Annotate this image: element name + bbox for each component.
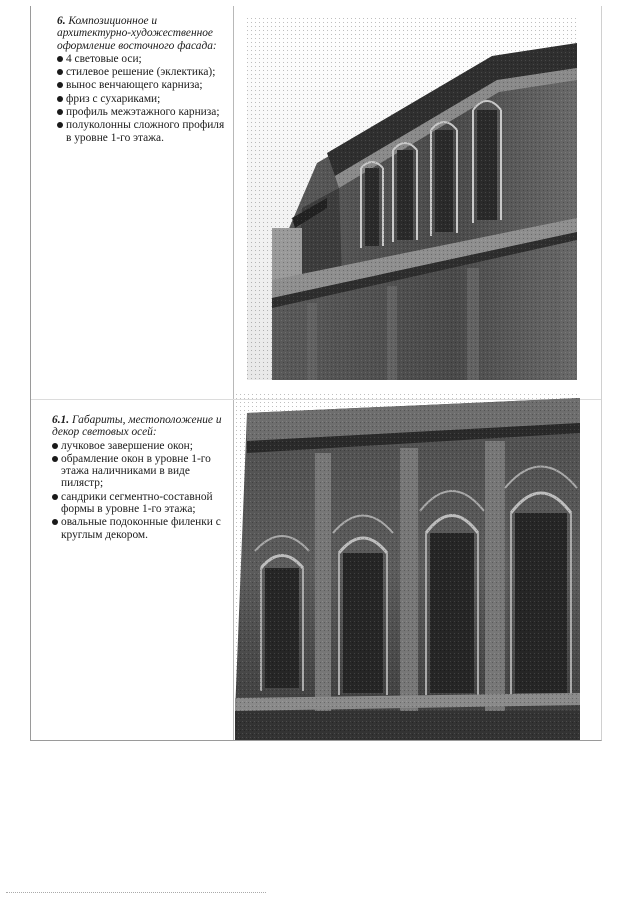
column-divider <box>233 6 234 740</box>
list-item <box>57 79 231 91</box>
list-item <box>52 440 232 452</box>
bullet-list <box>52 440 232 541</box>
bullet-icon <box>57 109 63 115</box>
list-item-text: лучковое завершение окон; <box>61 439 193 452</box>
section-title <box>57 15 231 52</box>
bullet-icon <box>52 443 58 449</box>
list-item <box>57 106 231 118</box>
bullet-icon <box>52 519 58 525</box>
bullet-list <box>57 53 231 144</box>
section-window-axes <box>52 414 232 542</box>
bullet-icon <box>52 494 58 500</box>
section-title-text: Габариты, местоположение и декор световых осей: <box>52 414 222 439</box>
list-item-text: 4 световые оси; <box>66 52 142 65</box>
list-item-text: стилевое решение (эклектика); <box>66 66 216 79</box>
footer-rule <box>6 892 266 893</box>
list-item <box>52 516 232 541</box>
window-detail-photo <box>235 393 580 740</box>
list-item <box>57 119 231 144</box>
section-number: 6.1. <box>52 414 70 426</box>
facade-photo <box>247 18 577 380</box>
list-item-text: вынос венчающего карниза; <box>66 79 203 92</box>
list-item-text: фриз с сухариками; <box>66 92 161 105</box>
section-number: 6. <box>57 15 66 27</box>
section-title-text: Композиционное и архитектурно-художественное оформление восточного фасада: <box>57 15 217 52</box>
bullet-icon <box>57 69 63 75</box>
list-item-text: полуколонны сложного профиля в уровне 1-го этажа. <box>66 119 225 144</box>
bullet-icon <box>57 56 63 62</box>
list-item-text: профиль межэтажного карниза; <box>66 106 220 119</box>
bullet-icon <box>57 82 63 88</box>
bullet-icon <box>57 122 63 128</box>
section-title <box>52 414 232 439</box>
list-item-text: сандрики сегментно-составной формы в уровне 1-го этажа; <box>61 490 213 516</box>
list-item-text: обрамление окон в уровне 1-го этажа наличниками в виде пилястр; <box>61 452 211 490</box>
list-item <box>57 93 231 105</box>
list-item <box>57 53 231 65</box>
bullet-icon <box>57 96 63 102</box>
section-facade-composition <box>57 15 231 145</box>
list-item-text: овальные подоконные филенки с круглым декором. <box>61 516 221 541</box>
bullet-icon <box>52 456 58 462</box>
list-item <box>57 66 231 78</box>
list-item <box>52 453 232 490</box>
list-item <box>52 491 232 516</box>
